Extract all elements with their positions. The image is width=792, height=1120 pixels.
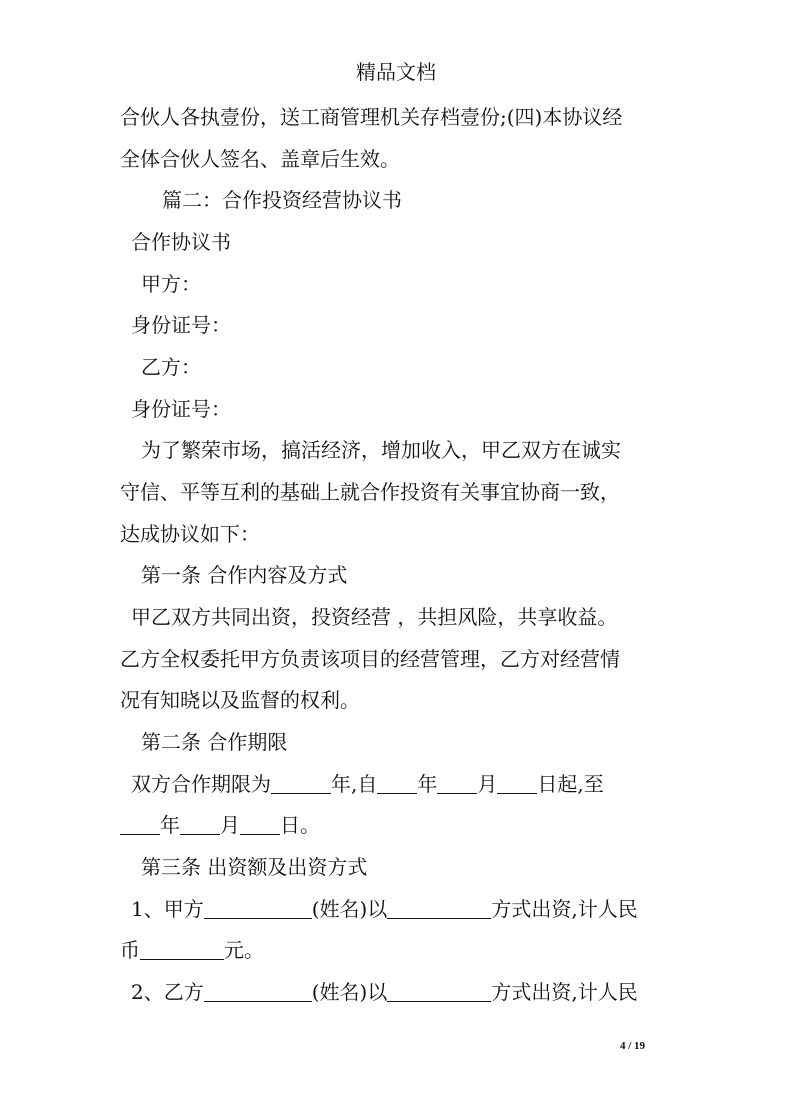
text-line: 况有知晓以及监督的权利。 (120, 688, 360, 712)
contribution-text: 1、甲方 (131, 897, 204, 921)
blank-field (240, 812, 280, 835)
term-text: 年,自 (331, 772, 378, 796)
term-text: 双方合作期限为 (131, 772, 271, 796)
contribution-text: (姓名)以 (311, 980, 388, 1004)
text-line: 达成协议如下： (120, 522, 260, 546)
text-line: 合伙人各执壹份，送工商管理机关存档壹份;(四)本协议经 (120, 105, 623, 129)
text-line: 守信、平等互利的基础上就合作投资有关事宜协商一致， (120, 480, 620, 504)
id-number-label: 身份证号： (131, 313, 231, 337)
term-text: 日。 (280, 813, 320, 837)
article-heading: 第三条 出资额及出资方式 (141, 855, 368, 879)
text-line: 为了繁荣市场，搞活经济，增加收入，甲乙双方在诚实 (141, 438, 621, 462)
currency-text: 元。 (224, 938, 264, 962)
term-text: 年 (417, 772, 438, 796)
blank-field (387, 896, 491, 919)
blank-field (377, 771, 417, 794)
blank-field (387, 979, 491, 1002)
term-text: 月 (220, 813, 240, 837)
blank-field (497, 771, 537, 794)
agreement-title: 合作协议书 (131, 230, 231, 254)
term-text: 年 (160, 813, 180, 837)
term-text: 日起,至 (537, 772, 604, 796)
text-line: 甲乙双方共同出资，投资经营 ，共担风险，共享收益。 (131, 605, 618, 629)
section-heading: 篇二：合作投资经营协议书 (162, 188, 402, 212)
term-line-continued (120, 811, 320, 839)
term-line (131, 770, 604, 798)
blank-field (204, 896, 312, 919)
blank-field (120, 812, 160, 835)
id-number-label: 身份证号： (131, 397, 231, 421)
contribution-text: 方式出资,计人民 (491, 980, 638, 1004)
blank-field (437, 771, 477, 794)
currency-line (120, 936, 264, 964)
blank-field (204, 979, 312, 1002)
text-line: 乙方全权委托甲方负责该项目的经营管理，乙方对经营情 (120, 647, 620, 671)
term-text: 月 (477, 772, 498, 796)
contribution-text: 2、乙方 (131, 980, 204, 1004)
blank-field (271, 771, 331, 794)
party-a-label: 甲方： (141, 272, 201, 296)
article-heading: 第一条 合作内容及方式 (141, 563, 348, 587)
page-header-title: 精品文档 (356, 60, 436, 84)
blank-field (140, 937, 224, 960)
party-a-contribution (131, 895, 638, 923)
article-heading: 第二条 合作期限 (141, 730, 288, 754)
contribution-text: (姓名)以 (311, 897, 388, 921)
party-b-label: 乙方： (141, 355, 201, 379)
contribution-text: 方式出资,计人民 (491, 897, 638, 921)
currency-text: 币 (120, 938, 140, 962)
text-line: 全体合伙人签名、盖章后生效。 (120, 147, 400, 171)
page-number: 4 / 19 (620, 1040, 646, 1052)
party-b-contribution (131, 978, 638, 1006)
blank-field (180, 812, 220, 835)
